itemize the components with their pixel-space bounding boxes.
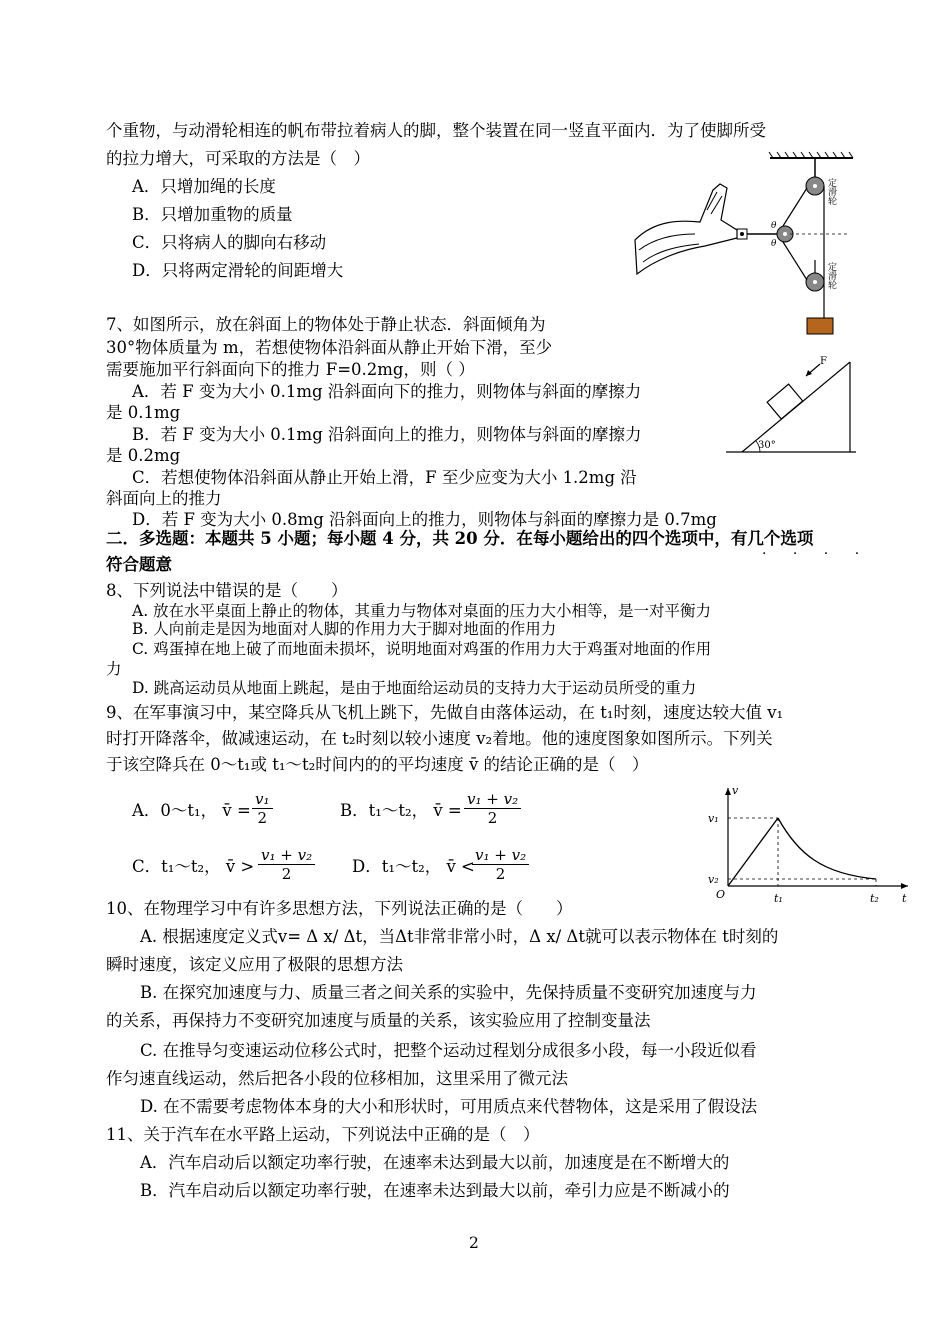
v1-label: v₁ [708, 812, 719, 825]
q9-option-a-fraction [252, 790, 273, 827]
q9-line3: 于该空降兵在 0～t₁或 t₁～t₂时间内的的平均速度 v̄ 的结论正确的是（ ） [106, 755, 649, 774]
q10-option-c-line2: 作匀速直线运动，然后把各小段的位移相加，这里采用了微元法 [106, 1069, 568, 1088]
free-fall-segment [728, 818, 778, 886]
q11-stem: 11、关于汽车在水平路上运动，下列说法中正确的是（ ） [106, 1125, 540, 1144]
axis-v-label: v [732, 784, 739, 797]
q7-option-d: D．若 F 变为大小 0.8mg 沿斜面向上的推力，则物体与斜面的摩擦力是 0.7mg [132, 510, 717, 529]
q8-option-c-line2: 力 [106, 660, 122, 678]
q9-option-a: A．0～t₁， v̄ = [132, 801, 251, 820]
section2-header-line2: 符合题意 [106, 555, 172, 574]
q10-option-a-line1: A. 根据速度定义式v= Δ x/ Δt，当Δt非常非常小时，Δ x/ Δt就可以表示物体在 t时刻的 [140, 927, 779, 946]
force-label: F [820, 356, 827, 367]
q10-option-a-line2: 瞬时速度，该定义应用了极限的思想方法 [106, 955, 403, 974]
q7-option-a-line1: A．若 F 变为大小 0.1mg 沿斜面向下的推力，则物体与斜面的摩擦力 [132, 382, 642, 401]
section2-header-line1: 二．多选题：本题共 5 小题；每小题 4 分，共 20 分．在每小题给出的四个选项中，有几个选项 [106, 529, 814, 548]
q10-stem: 10、在物理学习中有许多思想方法，下列说法正确的是（ ） [106, 899, 573, 918]
q7-option-b-line2: 是 0.2mg [106, 446, 181, 465]
q7-option-b-line1: B．若 F 变为大小 0.1mg 沿斜面向上的推力，则物体与斜面的摩擦力 [132, 425, 642, 444]
q9-option-d-fraction [472, 846, 529, 883]
q9-b-numerator: v₁ + v₂ [464, 790, 521, 809]
t1-label: t₁ [774, 892, 783, 905]
q9-b-denominator: 2 [487, 809, 498, 827]
q9-option-b-fraction [464, 790, 521, 827]
q6-option-b: B．只增加重物的质量 [132, 205, 293, 224]
q9-option-c: C．t₁～t₂， v̄ > [132, 857, 255, 876]
fixed-pulley-label-bottom: 定滑轮 [826, 262, 836, 289]
q8-option-d: D. 跳高运动员从地面上跳起，是由于地面给运动员的支持力大于运动员所受的重力 [132, 679, 697, 697]
incline-figure [722, 352, 862, 462]
q8-option-a: A. 放在水平桌面上静止的物体，其重力与物体对桌面的压力大小相等，是一对平衡力 [132, 602, 712, 620]
fixed-pulley-label-top: 定滑轮 [826, 178, 836, 205]
q7-option-c-line1: C．若想使物体沿斜面从静止开始上滑，F 至少应变为大小 1.2mg 沿 [132, 468, 637, 487]
q10-option-d: D. 在不需要考虑物体本身的大小和形状时，可用质点来代替物体，这是采用了假设法 [140, 1097, 758, 1116]
q6-option-c: C．只将病人的脚向右移动 [132, 233, 327, 252]
q8-stem: 8、下列说法中错误的是（ ） [106, 581, 348, 600]
velocity-time-graph [698, 782, 914, 912]
q10-option-b-line1: B. 在探究加速度与力、质量三者之间关系的实验中，先保持质量不变研究加速度与力 [140, 983, 757, 1002]
q9-d-numerator: v₁ + v₂ [472, 846, 529, 865]
angle-label: 30° [758, 440, 776, 451]
q7-line2: 30°物体质量为 m，若想使物体沿斜面从静止开始下滑，至少 [106, 338, 553, 357]
q6-line2: 的拉力增大，可采取的方法是（ ） [106, 149, 370, 168]
q9-d-denominator: 2 [495, 865, 506, 883]
q6-option-d: D．只将两定滑轮的间距增大 [132, 261, 344, 280]
q9-a-denominator: 2 [257, 809, 268, 827]
q10-option-c-line1: C. 在推导匀变速运动位移公式时，把整个运动过程划分成很多小段，每一小段近似看 [140, 1041, 757, 1060]
q7-line1: 7、如图所示，放在斜面上的物体处于静止状态．斜面倾角为 [106, 315, 546, 334]
q7-line3: 需要施加平行斜面向下的推力 F=0.2mg，则（ ） [106, 360, 475, 379]
v2-label: v₂ [708, 873, 719, 886]
q9-c-numerator: v₁ + v₂ [258, 846, 315, 865]
q11-option-b: B．汽车启动后以额定功率行驶，在速率未达到最大以前，牵引力应是不断减小的 [140, 1181, 730, 1200]
q10-option-b-line2: 的关系，再保持力不变研究加速度与质量的关系，该实验应用了控制变量法 [106, 1011, 651, 1030]
theta-label-top: θ [771, 221, 777, 231]
pulley-traction-figure [625, 150, 855, 340]
q8-option-b: B. 人向前走是因为地面对人脚的作用力大于脚对地面的作用力 [132, 620, 557, 638]
q8-option-c-line1: C. 鸡蛋掉在地上破了而地面未损坏，说明地面对鸡蛋的作用力大于鸡蛋对地面的作用 [132, 640, 712, 658]
deceleration-curve [778, 818, 876, 879]
q6-line1: 个重物，与动滑轮相连的帆布带拉着病人的脚，整个装置在同一竖直平面内．为了使脚所受 [106, 121, 766, 140]
q9-c-denominator: 2 [281, 865, 292, 883]
q9-line2: 时打开降落伞，做减速运动，在 t₂时刻以较小速度 v₂着地。他的速度图象如图所示。下列关 [106, 729, 773, 748]
emphasis-dots: · · · · [762, 546, 871, 562]
q7-option-c-line2: 斜面向上的推力 [106, 489, 222, 508]
q9-option-c-fraction [258, 846, 315, 883]
page-number: 2 [469, 1234, 479, 1252]
theta-label-bottom: θ [771, 239, 777, 249]
origin-label: O [716, 888, 726, 901]
q9-option-d: D．t₁～t₂， v̄ < [352, 857, 475, 876]
q9-option-b: B．t₁～t₂， v̄ = [340, 801, 462, 820]
t2-label: t₂ [870, 892, 879, 905]
q9-line1: 9、在军事演习中，某空降兵从飞机上跳下，先做自由落体运动，在 t₁时刻，速度达较大值 v₁ [106, 703, 784, 722]
q11-option-a: A．汽车启动后以额定功率行驶，在速率未达到最大以前，加速度是在不断增大的 [140, 1153, 730, 1172]
q6-option-a: A．只增加绳的长度 [132, 177, 276, 196]
q7-option-a-line2: 是 0.1mg [106, 403, 181, 422]
q9-a-numerator: v₁ [252, 790, 273, 809]
axis-t-label: t [902, 892, 907, 905]
